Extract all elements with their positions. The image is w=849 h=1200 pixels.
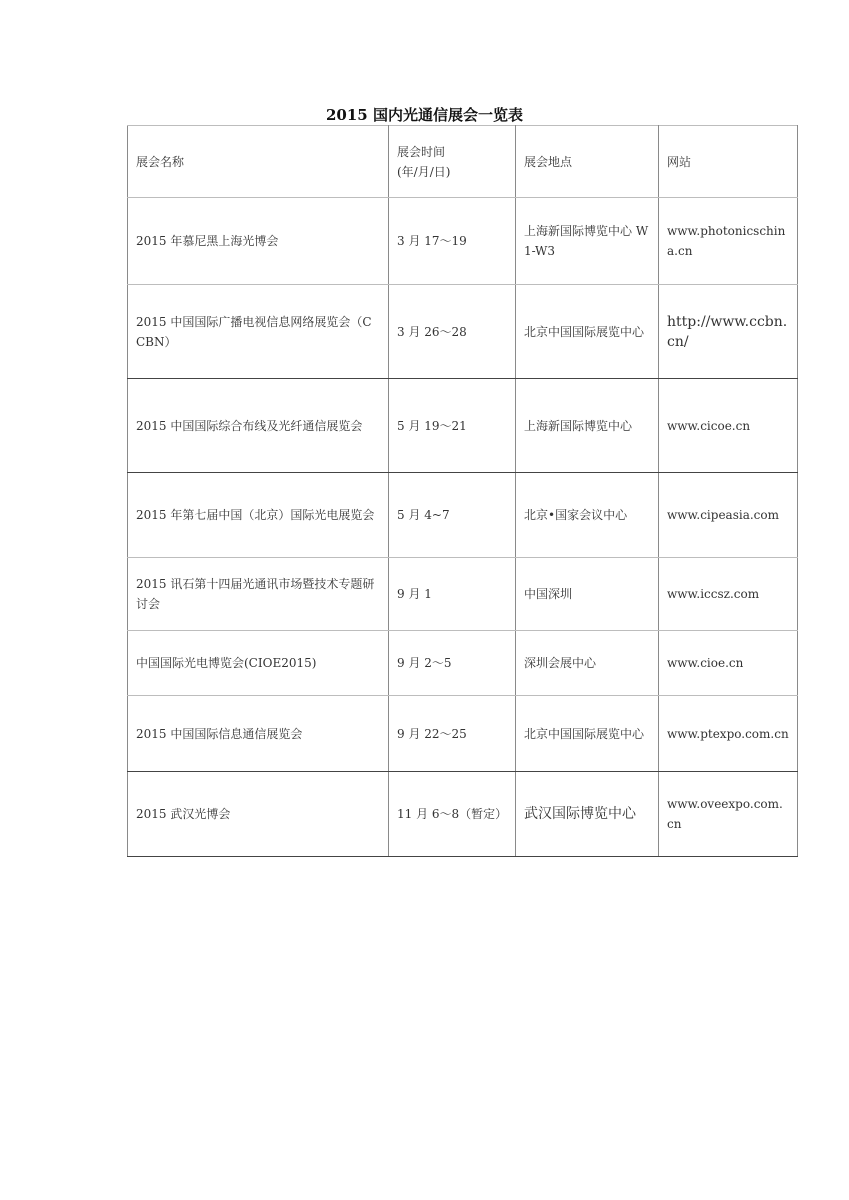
expo-website: www.ptexpo.com.cn [659,696,798,772]
expo-name: 2015 中国国际信息通信展览会 [128,696,389,772]
table-row [128,473,798,558]
table-row [128,631,798,696]
expo-table [127,125,798,857]
expo-name: 2015 年慕尼黑上海光博会 [128,198,389,285]
table-header-row [128,126,798,198]
expo-name: 2015 讯石第十四届光通讯市场暨技术专题研讨会 [128,558,389,631]
expo-date: 11 月 6～8（暂定） [389,772,516,857]
table-row [128,379,798,473]
table-row [128,198,798,285]
expo-venue: 深圳会展中心 [516,631,659,696]
table-row [128,696,798,772]
table-row [128,285,798,379]
expo-date: 9 月 22～25 [389,696,516,772]
expo-website: www.iccsz.com [659,558,798,631]
header-website: 网站 [659,126,798,198]
table-row [128,558,798,631]
expo-date: 5 月 19～21 [389,379,516,473]
expo-date: 5 月 4~7 [389,473,516,558]
expo-website: www.cipeasia.com [659,473,798,558]
expo-name: 2015 年第七届中国（北京）国际光电展览会 [128,473,389,558]
expo-name: 2015 武汉光博会 [128,772,389,857]
expo-date: 9 月 2～5 [389,631,516,696]
page-title: 2015 国内光通信展会一览表 [326,106,523,124]
expo-website: www.cioe.cn [659,631,798,696]
expo-venue: 上海新国际博览中心 W1-W3 [516,198,659,285]
expo-date: 9 月 1 [389,558,516,631]
expo-website: www.photonicschina.cn [659,198,798,285]
expo-name: 2015 中国国际广播电视信息网络展览会（CCBN） [128,285,389,379]
table-row [128,772,798,857]
expo-website: www.cicoe.cn [659,379,798,473]
expo-venue: 武汉国际博览中心 [516,772,659,857]
expo-venue: 北京中国国际展览中心 [516,285,659,379]
expo-venue: 北京中国国际展览中心 [516,696,659,772]
expo-date: 3 月 26～28 [389,285,516,379]
expo-website: www.oveexpo.com.cn [659,772,798,857]
expo-name: 中国国际光电博览会(CIOE2015) [128,631,389,696]
header-name: 展会名称 [128,126,389,198]
expo-venue: 北京•国家会议中心 [516,473,659,558]
expo-date: 3 月 17～19 [389,198,516,285]
expo-venue: 上海新国际博览中心 [516,379,659,473]
expo-venue: 中国深圳 [516,558,659,631]
expo-name: 2015 中国国际综合布线及光纤通信展览会 [128,379,389,473]
header-date: 展会时间 (年/月/日) [389,126,516,198]
expo-website: http://www.ccbn.cn/ [659,285,798,379]
header-venue: 展会地点 [516,126,659,198]
